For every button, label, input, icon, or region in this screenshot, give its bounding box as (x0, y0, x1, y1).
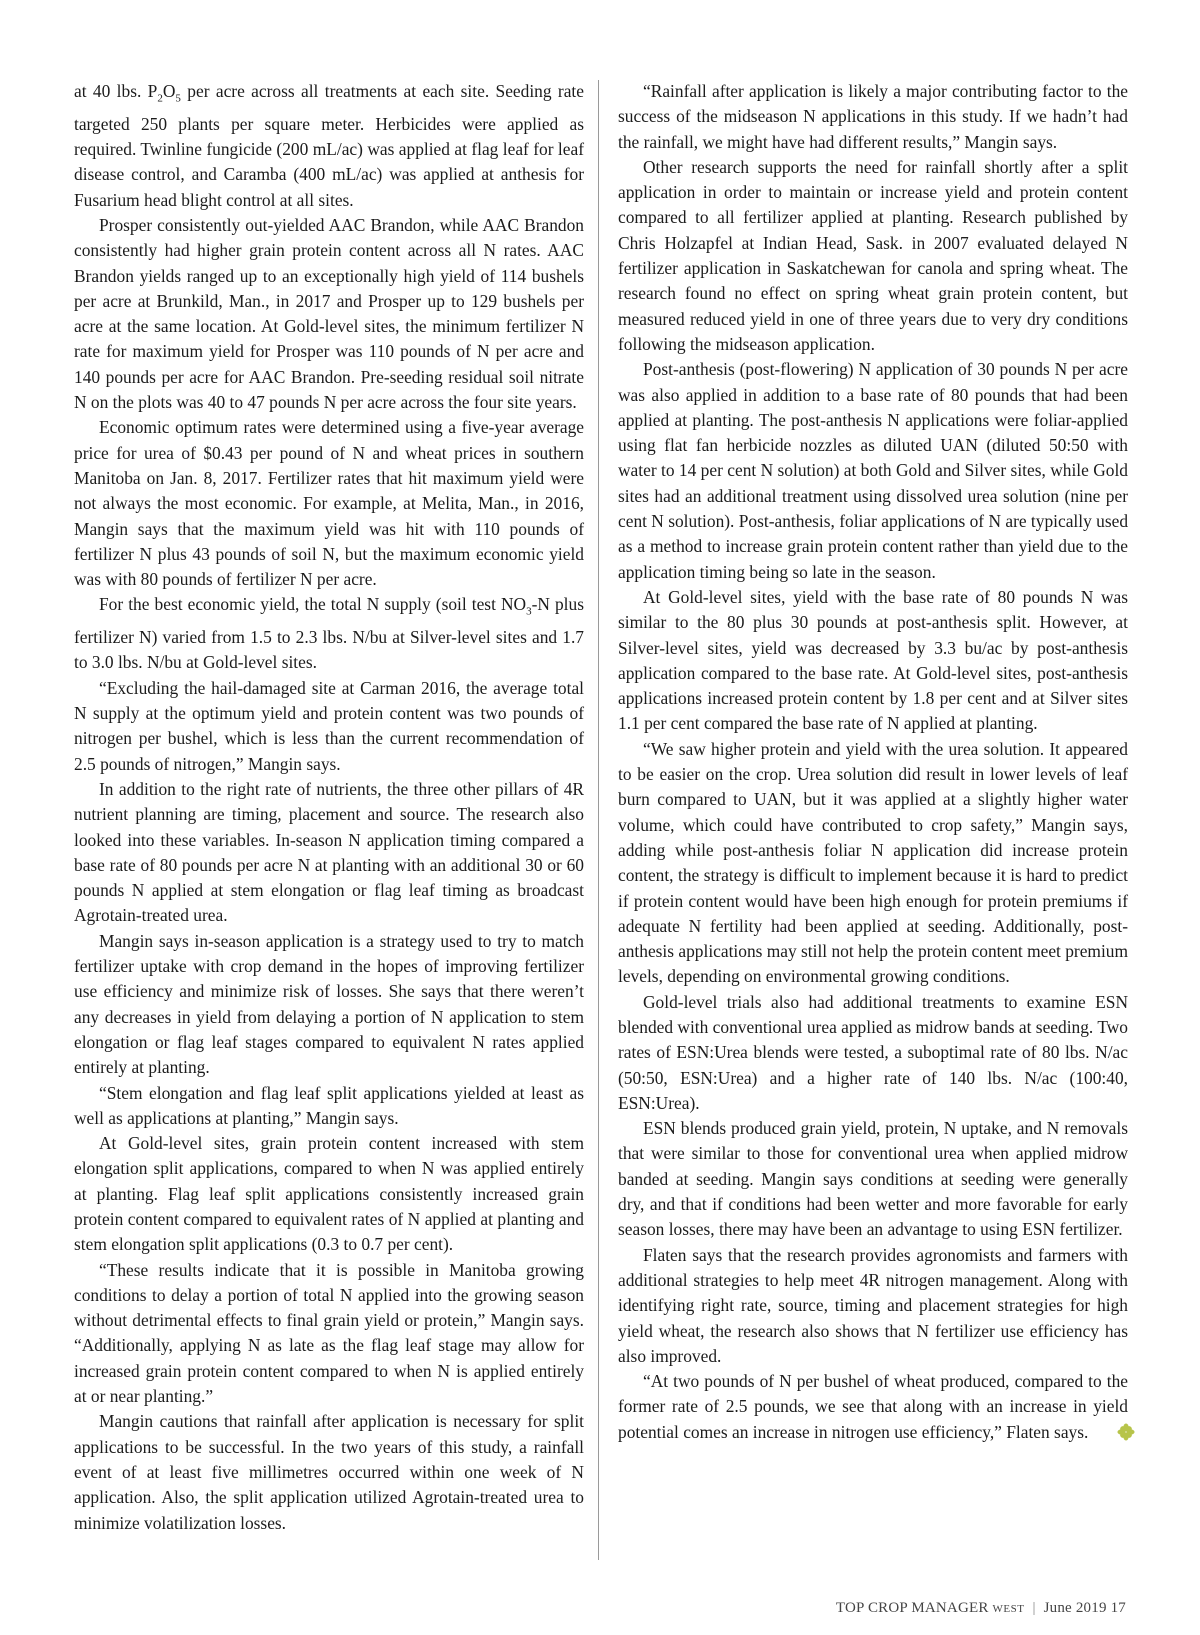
magazine-name: TOP CROP MANAGER (835, 1600, 989, 1616)
text-span: “At two pounds of N per bushel of wheat produced, compared to the former rate of 2.5 pounds, we see that along with an increase in yield potential comes an increase in nitrogen use efficiency,” Flaten says. (618, 1371, 1128, 1442)
issue-date: June 2019 (1043, 1600, 1107, 1616)
text-span: O (162, 81, 176, 101)
magazine-region: WEST (992, 1603, 1025, 1615)
left-column (74, 79, 584, 1536)
paragraph: “We saw higher protein and yield with the urea solution. It appeared to be easier on the crop. Urea solution did result in lower levels of leaf burn compared to UAN, but it was applied at a slightly higher water volume, which could have contributed to crop safety,” Mangin says, adding while post-anthesis foliar N application did increase protein content, the strategy is difficult to implement because it is hard to predict if protein content would have been high enough for protein premiums if adequate N fertility had been applied at seeding. Additionally, post-anthesis applications may still not help the protein content meet premium levels, depending on environmental growing conditions. (618, 738, 1129, 987)
paragraph: Gold-level trials also had additional treatments to examine ESN blended with conventional urea applied as midrow bands at seeding. Two rates of ESN:Urea blends were tested, a suboptimal rate of 80 lbs. N/ac (50:50, ESN:Urea) and a higher rate of 140 lbs. N/ac (100:40, ESN:Urea). (618, 991, 1128, 1113)
paragraph: Post-anthesis (post-flowering) N application of 30 pounds N per acre was also applied in addition to a base rate of 80 pounds that had been applied at planting. The post-anthesis N applications were foliar-applied using flat fan herbicide nozzles as diluted UAN (diluted 50:50 with water to 14 per cent N solution) at both Gold and Silver sites, while Gold sites had an additional treatment using dissolved urea solution (nine per cent N solution). Post-anthesis, foliar applications of N are typically used as a method to increase grain protein content rather than yield due to the application timing being so late in the season. (618, 359, 1129, 582)
paragraph: At Gold-level sites, grain protein content increased with stem elongation split applications, compared to when N was applied entirely at planting. Flag leaf split applications consistently increased grain protein content compared to equivalent rates of N applied at planting and stem elongation split applications (0.3 to 0.7 per cent). (74, 1133, 584, 1255)
paragraph: Other research supports the need for rainfall shortly after a split application in order to maintain or increase yield and protein content compared to all fertilizer applied at planting. Research published by Chris Holzapfel at Indian Head, Sask. in 2007 evaluated delayed N fertilizer application in Saskatchewan for canola and spring wheat. The research found no effect on spring wheat grain protein content, but measured reduced yield in one of three years due to very dry conditions following the midseason application. (618, 156, 1128, 354)
paragraph: Prosper consistently out-yielded AAC Brandon, while AAC Brandon consistently had higher grain protein content across all N rates. AAC Brandon yields ranged up to an exceptionally high yield of 114 bushels per acre at Brunkild, Man., in 2017 and Prosper up to 129 bushels per acre at the same location. At Gold-level sites, the minimum fertilizer N rate for maximum yield for Prosper was 110 pounds of N per acre and 140 pounds per acre for AAC Brandon. Pre-seeding residual soil nitrate N on the plots was 40 to 47 pounds N per acre across the four site years. (74, 214, 584, 413)
paragraph: At Gold-level sites, yield with the base rate of 80 pounds N was similar to the 80 plus 30 pounds at post-anthesis split. However, at Silver-level sites, yield was decreased by 3.3 bu/ac by post-anthesis application compared to the base rate. At Gold-level sites, post-anthesis applications increased protein content by 1.8 per cent and at Silver sites 1.1 per cent compared the base rate of N applied at planting. (618, 586, 1128, 734)
subscript: 3 (526, 605, 532, 618)
column-divider (598, 80, 599, 1560)
page-footer (836, 1600, 1126, 1617)
paragraph (74, 592, 584, 675)
paragraph: “Stem elongation and flag leaf split applications yielded at least as well as applications at planting,” Mangin says. (74, 1082, 584, 1128)
paragraph: “These results indicate that it is possible in Manitoba growing conditions to delay a portion of total N applied into the growing season without detrimental effects to final grain yield or protein,” Mangin says. “Additionally, applying N as late as the flag leaf stage may allow for increased grain protein content compared to when N is applied entirely at or near planting.” (74, 1259, 584, 1407)
page-number: 17 (1110, 1600, 1126, 1616)
right-column (618, 79, 1128, 1445)
paragraph: In addition to the right rate of nutrients, the three other pillars of 4R nutrient planning are timing, placement and source. The research also looked into these variables. In-season N application timing compared a base rate of 80 pounds per acre N at planting with an additional 30 or 60 pounds N applied at stem elongation or flag leaf timing as broadcast Agrotain-treated urea. (74, 778, 584, 926)
paragraph: Economic optimum rates were determined using a five-year average price for urea of $0.43 per pound of N and wheat prices in southern Manitoba on Jan. 8, 2017. Fertilizer rates that hit maximum yield were not always the most economic. For example, at Melita, Man., in 2016, Mangin says that the maximum yield was hit with 110 pounds of fertilizer N plus 43 pounds of soil N, but the maximum economic yield was with 80 pounds of fertilizer N per acre. (74, 417, 584, 590)
text-span: at 40 lbs. P (74, 81, 158, 101)
leaf-end-mark-icon (1092, 1423, 1110, 1441)
subscript: 2 (157, 92, 163, 105)
paragraph: “Excluding the hail-damaged site at Carman 2016, the average total N supply at the optimum yield and protein content was two pounds of nitrogen per bushel, which is less than the current recommendation of 2.5 pounds of nitrogen,” Mangin says. (74, 677, 584, 774)
paragraph (618, 1369, 1128, 1445)
text-span: For the best economic yield, the total N supply (soil test NO (99, 594, 527, 615)
paragraph: ESN blends produced grain yield, protein, N uptake, and N removals that were similar to those for conventional urea when applied midrow banded at seeding. Mangin says conditions at seeding were generally dry, and that if conditions had been wetter and more favorable for early season losses, there may have been an advantage to using ESN fertilizer. (618, 1118, 1128, 1240)
text-span: -N plus fertilizer N) varied from 1.5 to 2.3 lbs. N/bu at Silver-level sites and 1.7 to 3.0 lbs. N/bu at Gold-level sites. (74, 594, 584, 673)
paragraph: Mangin says in-season application is a strategy used to try to match fertilizer uptake with crop demand in the hopes of improving fertilizer use efficiency and minimize risk of losses. She says that there weren’t any decreases in yield from delaying a portion of N application to stem elongation or flag leaf stages compared to equivalent N rates applied entirely at planting. (74, 930, 584, 1078)
subscript: 5 (175, 92, 181, 105)
paragraph (74, 79, 584, 213)
paragraph: “Rainfall after application is likely a major contributing factor to the success of the midseason N applications in this study. If we hadn’t had the rainfall, we might have had different results,” Mangin says. (618, 81, 1128, 152)
text-span: per acre across all treatments at each site. Seeding rate targeted 250 plants per square meter. Herbicides were applied as required. Twinline fungicide (200 mL/ac) was applied at flag leaf for leaf disease control, and Caramba (400 mL/ac) was applied at anthesis for Fusarium head blight control at all sites. (74, 81, 584, 210)
footer-separator: | (1032, 1600, 1036, 1616)
paragraph: Flaten says that the research provides agronomists and farmers with additional strategies to help meet 4R nitrogen management. Along with identifying right rate, source, timing and placement strategies for high yield wheat, the research also shows that N fertilizer use efficiency has also improved. (618, 1244, 1128, 1366)
paragraph: Mangin cautions that rainfall after application is necessary for split applications to be successful. In the two years of this study, a rainfall event of at least five millimetres occurred within one week of N application. Also, the split application utilized Agrotain-treated urea to minimize volatilization losses. (74, 1411, 584, 1533)
